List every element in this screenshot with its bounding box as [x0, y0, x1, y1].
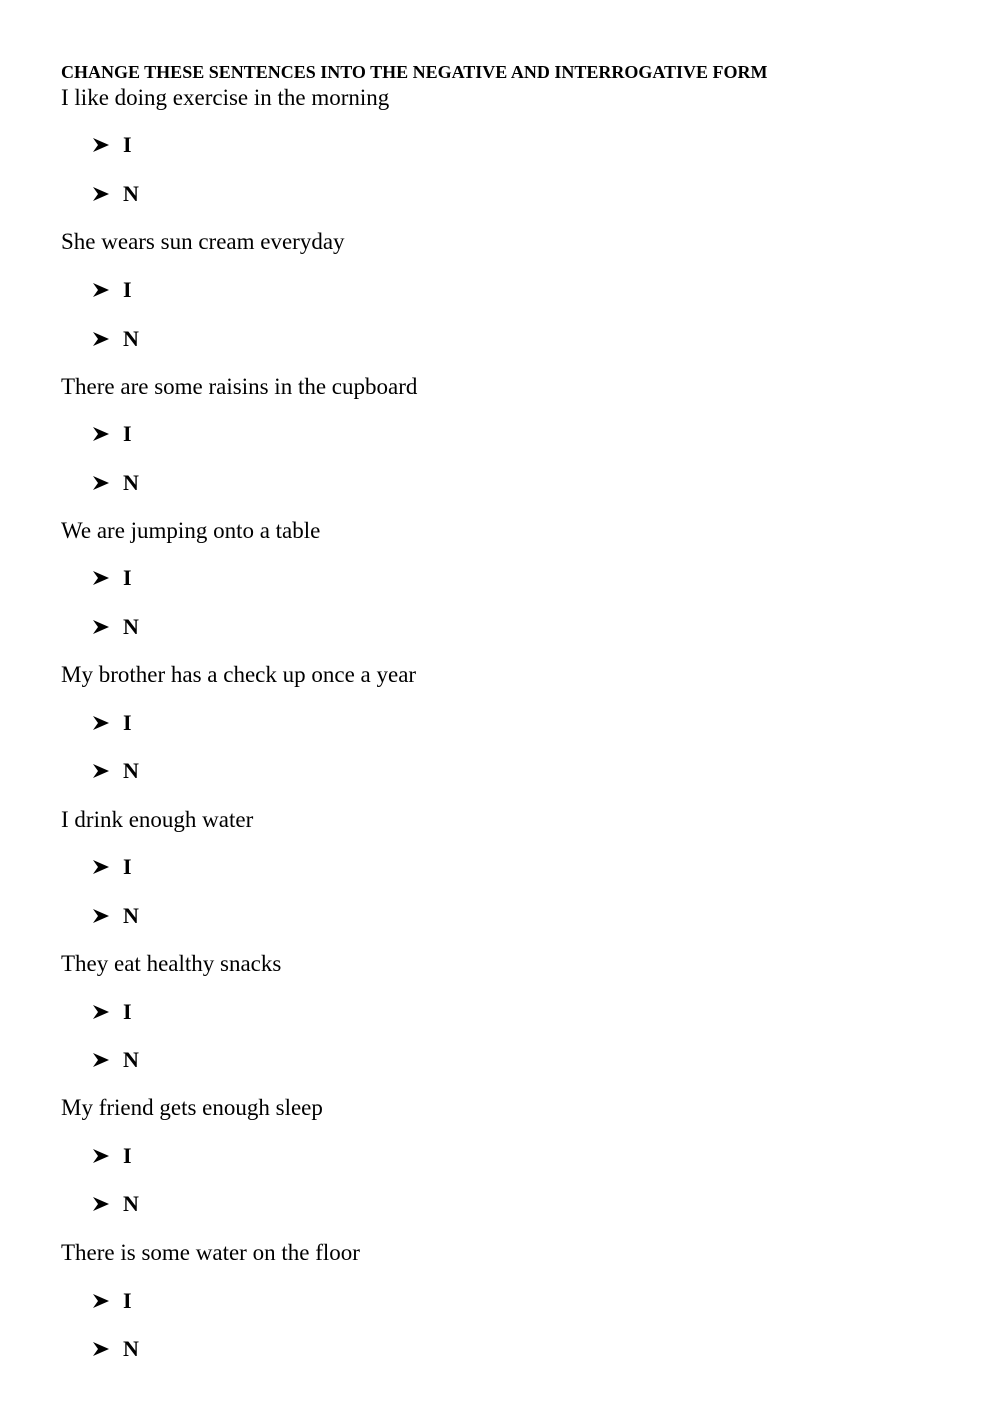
answer-letter: N [123, 903, 139, 928]
sentence-2: She wears sun cream everyday [61, 229, 345, 254]
arrowhead-bullet-icon [92, 475, 110, 491]
arrowhead-bullet-icon [92, 186, 110, 202]
arrowhead-bullet-icon [92, 619, 110, 635]
answer-interrogative-3[interactable] [92, 420, 132, 448]
answer-letter: I [123, 1288, 132, 1313]
answer-letter: I [123, 132, 132, 157]
arrowhead-bullet-icon [92, 1052, 110, 1068]
answer-negative-8[interactable] [92, 1190, 139, 1218]
arrowhead-bullet-icon [92, 1341, 110, 1357]
arrowhead-bullet-icon [92, 908, 110, 924]
answer-letter: N [123, 1191, 139, 1216]
sentence-5: My brother has a check up once a year [61, 662, 417, 687]
answer-letter: I [123, 710, 132, 735]
sentence-9: There is some water on the floor [61, 1240, 360, 1265]
answer-letter: N [123, 470, 139, 495]
answer-interrogative-1[interactable] [92, 131, 132, 159]
answer-negative-5[interactable] [92, 757, 139, 785]
answer-interrogative-6[interactable] [92, 853, 132, 881]
answer-letter: N [123, 181, 139, 206]
answer-letter: N [123, 326, 139, 351]
answer-letter: I [123, 854, 132, 879]
sentence-4: We are jumping onto a table [61, 518, 321, 543]
answer-letter: I [123, 1143, 132, 1168]
answer-negative-9[interactable] [92, 1335, 139, 1363]
answer-negative-4[interactable] [92, 613, 139, 641]
answer-letter: N [123, 1047, 139, 1072]
arrowhead-bullet-icon [92, 1293, 110, 1309]
answer-negative-2[interactable] [92, 325, 139, 353]
answer-interrogative-8[interactable] [92, 1142, 132, 1170]
answer-letter: N [123, 758, 139, 783]
arrowhead-bullet-icon [92, 137, 110, 153]
sentence-8: My friend gets enough sleep [61, 1095, 323, 1120]
arrowhead-bullet-icon [92, 1148, 110, 1164]
answer-letter: I [123, 277, 132, 302]
arrowhead-bullet-icon [92, 570, 110, 586]
arrowhead-bullet-icon [92, 1004, 110, 1020]
arrowhead-bullet-icon [92, 715, 110, 731]
arrowhead-bullet-icon [92, 282, 110, 298]
arrowhead-bullet-icon [92, 1196, 110, 1212]
answer-letter: N [123, 614, 139, 639]
answer-letter: I [123, 999, 132, 1024]
worksheet-title: CHANGE THESE SENTENCES INTO THE NEGATIVE AND INTERROGATIVE FORM [61, 62, 768, 82]
answer-interrogative-7[interactable] [92, 998, 132, 1026]
sentence-7: They eat healthy snacks [61, 951, 282, 976]
answer-interrogative-2[interactable] [92, 276, 132, 304]
answer-interrogative-9[interactable] [92, 1287, 132, 1315]
arrowhead-bullet-icon [92, 763, 110, 779]
arrowhead-bullet-icon [92, 331, 110, 347]
sentence-6: I drink enough water [61, 807, 254, 832]
answer-negative-6[interactable] [92, 902, 139, 930]
answer-letter: I [123, 565, 132, 590]
answer-interrogative-5[interactable] [92, 709, 132, 737]
sentence-1: I like doing exercise in the morning [61, 85, 390, 110]
answer-letter: I [123, 421, 132, 446]
answer-interrogative-4[interactable] [92, 564, 132, 592]
arrowhead-bullet-icon [92, 859, 110, 875]
sentence-3: There are some raisins in the cupboard [61, 374, 418, 399]
arrowhead-bullet-icon [92, 426, 110, 442]
answer-negative-3[interactable] [92, 469, 139, 497]
answer-letter: N [123, 1336, 139, 1361]
answer-negative-7[interactable] [92, 1046, 139, 1074]
answer-negative-1[interactable] [92, 180, 139, 208]
